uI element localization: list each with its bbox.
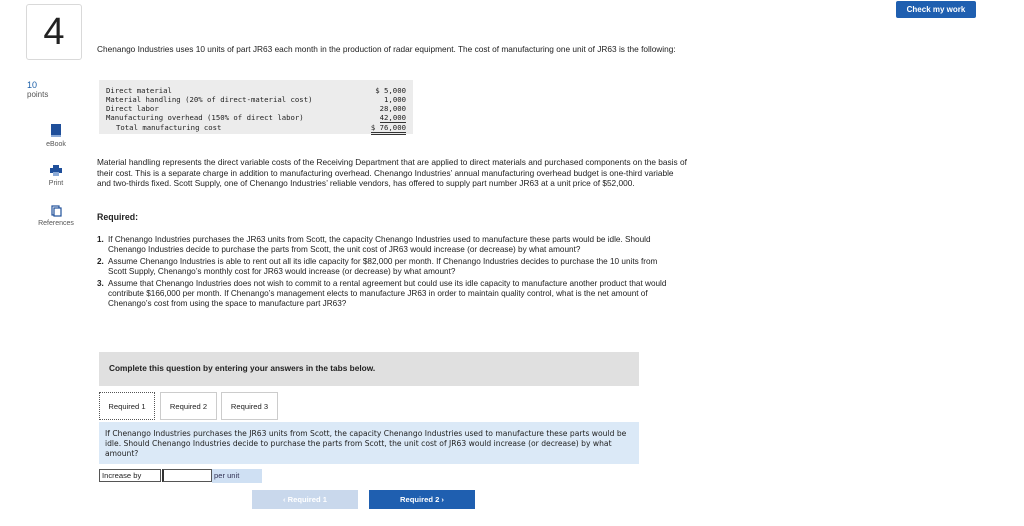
requirement-item: 2. Assume Chenango Industries is able to rent out all its idle capacity for $82,000 per month. If Chenango Industries decides to purchase the 10 units from Scott Supply, Chenango’s monthly cost for JR63 would increase (or decrease) by what amount?	[97, 256, 658, 277]
requirement-item: 3. Assume that Chenango Industries does not wish to commit to a rental agreement but could use its idle capacity to manufacture another product that would contribute $166,000 per month. If Chenango’s management elects to manufacture JR63 in order to maintain quality control, what is the net amount of Chenango’s cost from using the space to manufacture part JR63?	[97, 278, 667, 309]
increase-decrease-select[interactable]: Increase by	[99, 469, 161, 482]
document-icon	[50, 205, 62, 217]
points-label: points	[27, 90, 49, 99]
cost-row: Direct labor 28,000	[106, 104, 406, 113]
printer-icon	[50, 165, 62, 177]
points-value: 10	[27, 80, 38, 90]
cost-row: Manufacturing overhead (150% of direct labor) 42,000	[106, 113, 406, 122]
print-label: Print	[48, 180, 64, 187]
next-required-button[interactable]: Required 2 ›	[369, 490, 475, 509]
tab-required-3[interactable]: Required 3	[221, 392, 278, 420]
book-icon	[50, 124, 62, 138]
answer-prompt: If Chenango Industries purchases the JR63 units from Scott, the capacity Chenango Industries used to manufacture these parts would be idle. Should Chenango Industries decide to purchase the parts from Scott, the unit cost of JR63 would increase (or decrease) by what amount?	[105, 429, 627, 458]
check-my-work-button[interactable]: Check my work	[896, 1, 976, 18]
cost-row: Direct material $ 5,000	[106, 86, 406, 95]
references-tool[interactable]	[32, 205, 80, 227]
points-info	[27, 80, 48, 100]
prev-required-button[interactable]: ‹ Required 1	[252, 490, 358, 509]
cost-row: Material handling (20% of direct-material cost) 1,000	[106, 95, 406, 104]
requirements-list	[97, 235, 675, 311]
cost-table	[99, 80, 413, 134]
ebook-tool[interactable]	[36, 124, 76, 148]
tab-required-1[interactable]: Required 1	[99, 392, 155, 420]
answer-prompt-panel	[99, 422, 639, 464]
material-handling-paragraph: Material handling represents the direct variable costs of the Receiving Department that are applied to direct materials and purchased components on the basis of their cost. This is a separate charge in addition to manufacturing overhead. Chenango Industries’ annual manufacturing overhead budget is one-third variable and two-thirds fixed. Scott Supply, one of Chenango Industries’ reliable vendors, has offered to supply part number JR63 at a unit price of $52,000.	[97, 157, 687, 188]
required-heading: Required:	[97, 212, 139, 222]
question-intro: Chenango Industries uses 10 units of part JR63 each month in the production of radar equipment. The cost of manufacturing one unit of JR63 is the following:	[97, 44, 676, 54]
unit-cost-input[interactable]	[162, 469, 212, 482]
tab-required-2[interactable]: Required 2	[160, 392, 217, 420]
ebook-label: eBook	[46, 141, 66, 148]
question-number: 4	[26, 4, 82, 60]
cost-total-row: Total manufacturing cost $ 76,000	[106, 123, 406, 132]
unit-label: per unit	[212, 469, 262, 483]
print-tool[interactable]	[36, 165, 76, 187]
references-label: References	[38, 220, 74, 227]
instructions-bar	[99, 352, 639, 386]
instructions-text: Complete this question by entering your answers in the tabs below.	[109, 363, 376, 373]
requirement-item: 1. If Chenango Industries purchases the JR63 units from Scott, the capacity Chenango Industries used to manufacture these parts would be idle. Should Chenango Industries decide to purchase the parts from Scott, the unit cost of JR63 would increase (or decrease) by what amount?	[97, 235, 651, 255]
